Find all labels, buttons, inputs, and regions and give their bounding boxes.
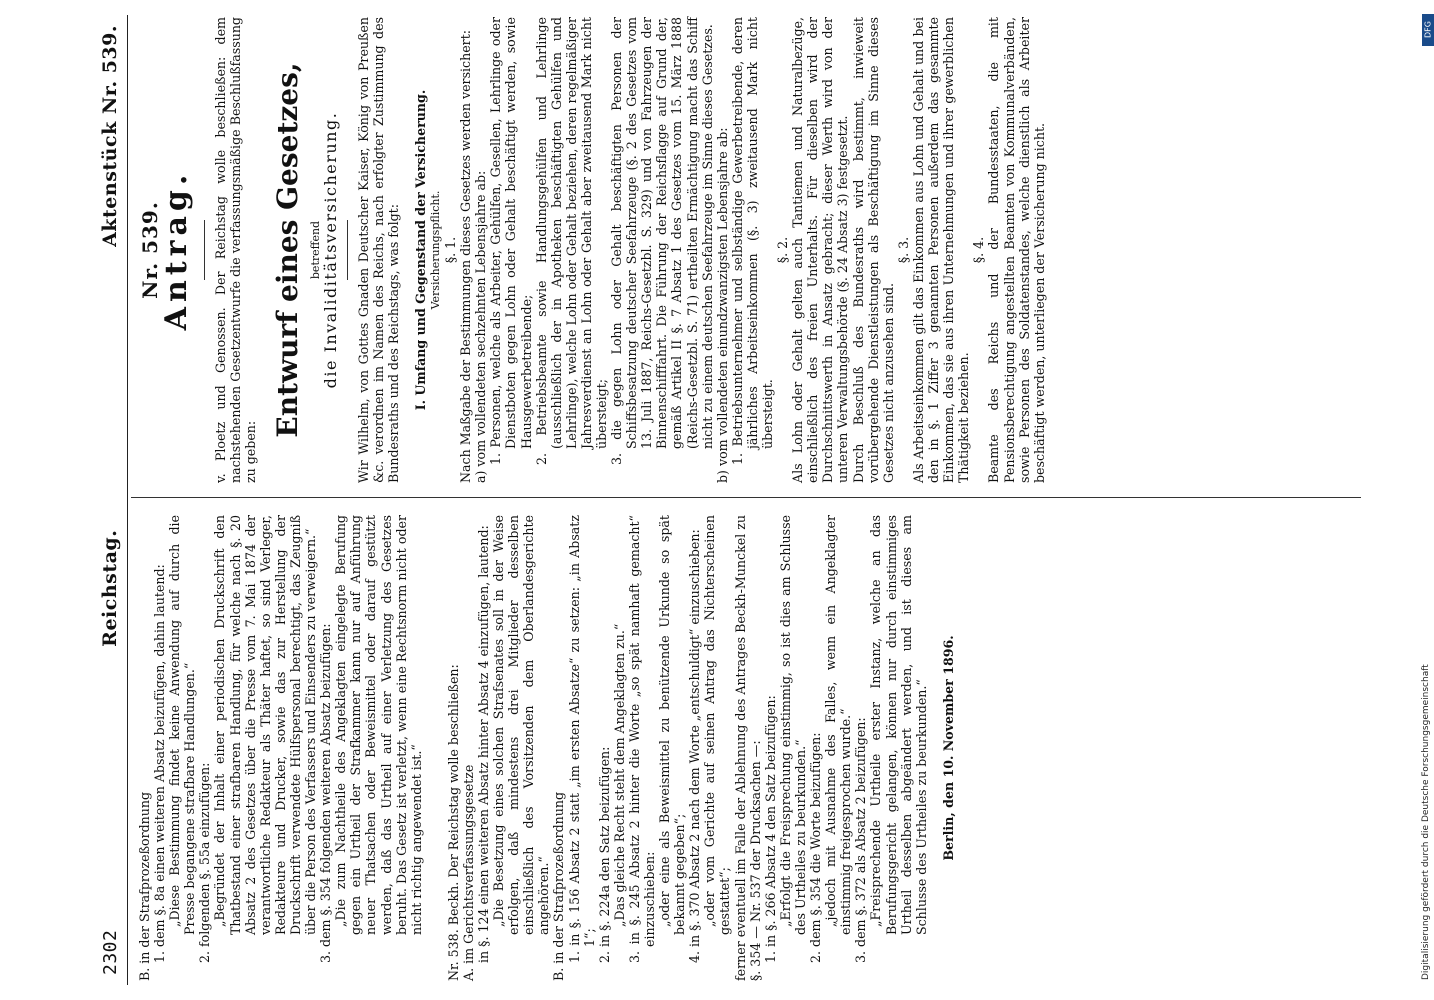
- left-column-paragraph: „jedoch mit Ausnahme des Falles, wenn ein Angeklagter einstimmig freigesprochen wurde.“: [823, 515, 854, 935]
- entwurf-heading: Entwurf eines Gesetzes,: [271, 62, 305, 438]
- document-page: [37, 5, 1397, 995]
- short-rule-2: [347, 220, 348, 280]
- left-column-paragraph: „oder vom Gerichte auf seinen Antrag das Nichterscheinen gestattet“;: [702, 515, 733, 935]
- right-column-paragraph: §. 4.: [971, 236, 987, 264]
- credit-text: Digitalisierung gefördert durch die Deutsche Forschungsgemeinschaft: [1421, 664, 1431, 980]
- header-center: Reichstag.: [99, 529, 121, 647]
- header-rule: [127, 15, 128, 985]
- left-column-paragraph: 1. in §. 266 Absatz 4 den Satz beizufügen:: [762, 695, 778, 963]
- left-column-paragraph: [424, 515, 446, 981]
- left-column-paragraph: Nr. 538. Beckh. Der Reichstag wolle beschließen:: [445, 664, 461, 981]
- left-column-paragraph: 3. dem §. 354 folgenden weiteren Absatz beizufügen:: [318, 623, 334, 963]
- left-column-paragraph: B. in der Strafprozeßordnung: [551, 791, 567, 981]
- right-column-paragraph: a) vom vollendeten sechzehnten Lebensjahre ab:: [473, 170, 489, 483]
- right-body: [458, 17, 1047, 483]
- right-column-paragraph: Durch Beschluß des Bundesraths wird bestimmt, inwieweit vorübergehende Dienstleistungen als Beschäftigung im Sinne dieses Gesetzes nicht anzusehen sind.: [850, 17, 896, 483]
- preamble: Wir Wilhelm, von Gottes Gnaden Deutscher Kaiser, König von Preußen &c. verordnen im Namen des Reichs, nach erfolgter Zustimmung des Bundesraths und des Reichstags, was folgt:: [355, 17, 401, 483]
- right-column: [137, 17, 1047, 483]
- left-column-paragraph: 2. dem §. 354 die Worte beizufügen:: [808, 732, 824, 963]
- column-divider: [131, 497, 1361, 498]
- left-column-paragraph: „Begründet der Inhalt einer periodischen Druckschrift den Thatbestand einer strafbaren Handlung, für welche nach §. 20 Absatz 2 des Gesetzes über die Presse vom 7. Mai 1874 der verantwortliche Redakteur als Thäter haftet, so sind Verleger, Redakteure und Drucker, sowie das zur Herstellung der Druckschrift verwendete Hülfspersonal berechtigt, das Zeugniß über die Person des Verfassers und Einsenders zu verweigern.“: [212, 515, 319, 935]
- right-column-paragraph: 2. Betriebsbeamte sowie Handlungsgehülfen und Lehrlinge (ausschließlich der in Apotheken beschäftigten Gehülfen und Lehrlinge), welche Lohn oder Gehalt beziehen, deren regelmäßiger Jahresverdienst an Lohn oder Gehalt aber zweitausend Mark nicht übersteigt;: [533, 17, 609, 465]
- sub-title: Versicherungspflicht.: [428, 190, 442, 310]
- left-column-paragraph: „Das gleiche Recht steht dem Angeklagten zu.“: [611, 623, 627, 927]
- left-column-paragraph: 3. in §. 245 Absatz 2 hinter die Worte „so spät namhaft gemacht“ einzuschieben:: [626, 515, 657, 963]
- paragraph-1: §. 1.: [443, 236, 459, 264]
- right-column-paragraph: §. 3.: [895, 236, 911, 264]
- page-number: 2302: [100, 929, 121, 975]
- left-column-paragraph: A. im Gerichtsverfassungsgesetze: [460, 764, 476, 981]
- left-column-paragraph: 2. in §. 224a den Satz beizufügen:: [596, 746, 612, 963]
- right-column-paragraph: Als Lohn oder Gehalt gelten auch Tantiemen und Naturalbezüge, einschließlich des freien Unterhalts. Für dieselben wird der Durchschnittswerth in Ansatz gebracht; dieser Werth wird von der unteren Verwaltungsbehörde (§. 24 Absatz 3) festgesetzt.: [790, 17, 851, 483]
- left-column-paragraph: in §. 124 einen weiteren Absatz hinter Absatz 4 einzufügen, lautend:: [475, 525, 491, 963]
- left-column-paragraph: B. in der Strafprozeßordnung: [137, 791, 152, 981]
- left-column-paragraph: „Diese Bestimmung findet keine Anwendung auf durch die Presse begangene strafbare Handlungen.“: [167, 515, 198, 935]
- left-column-paragraph: 1. in §. 156 Absatz 2 statt „im ersten Absatze“ zu setzen: „in Absatz 1“;: [566, 515, 597, 963]
- digitization-credit: [1421, 10, 1434, 990]
- betreffend-label: betreffend: [309, 220, 323, 280]
- page-header: [95, 25, 121, 975]
- right-column-paragraph: 1. Betriebsunternehmer und selbständige Gewerbetreibende, deren jährliches Arbeitseinkommen (§. 3) zweitausend Mark nicht übersteigt.: [729, 17, 775, 465]
- left-column-paragraph: 2. folgenden §. 55a einzufügen:: [197, 762, 213, 963]
- right-column-paragraph: b) vom vollendeten einundzwanzigsten Lebensjahre ab:: [714, 127, 730, 483]
- left-column-paragraph: ferner eventuell im Falle der Ablehnung des Antrages Beckh-Munckel zu §. 354 — Nr. 537 der Drucksachen —:: [732, 515, 763, 981]
- right-column-paragraph: Beamte des Reichs und der Bundesstaaten, die mit Pensionsberechtigung angestellten Beamten von Kommunalverbänden, sowie Personen des Soldatenstandes, welche dienstlich als Arbeiter beschäftigt werden, unterliegen der Versicherung nicht.: [986, 17, 1047, 483]
- left-column-paragraph: „Die zum Nachtheile des Angeklagten eingelegte Berufung gegen ein Urtheil der Strafkammer kann nur auf Anführung neuer Thatsachen oder Beweismittel oder darauf gestützt werden, daß das Urtheil auf einer Verletzung des Gesetzes beruht. Das Gesetz ist verletzt, wenn eine Rechtsnorm nicht oder nicht richtig angewendet ist.“: [333, 515, 424, 935]
- right-column-paragraph: Nach Maßgabe der Bestimmungen dieses Gesetzes werden versichert:: [458, 30, 474, 483]
- item-number: Nr. 539.: [138, 201, 162, 299]
- left-column-paragraph: 1. dem §. 8a einen weiteren Absatz beizufügen, dahin lautend:: [152, 564, 168, 963]
- left-column-paragraph: [929, 515, 941, 981]
- left-column-paragraph: „Freisprechende Urtheile erster Instanz, welche an das Berufungsgericht gelangen, können nur durch einstimmiges Urtheil desselben abgeändert werden, und ist dieses am Schlusse des Urtheiles zu beurkunden.“: [868, 515, 929, 935]
- antrag-intro: v. Ploetz und Genossen. Der Reichstag wolle beschließen: dem nachstehenden Gesetzentwurfe die verfassungsmäßige Beschlußfassung zu geben:: [213, 17, 259, 483]
- right-column-paragraph: 1. Personen, welche als Arbeiter, Gehülfen, Gesellen, Lehrlinge oder Dienstboten gegen Lohn oder Gehalt beschäftigt werden, sowie Hausgewerbetreibende;: [488, 17, 534, 465]
- left-column-paragraph: „Erfolgt die Freisprechung einstimmig, so ist dies am Schlusse des Urtheiles zu beurkunden.“: [777, 515, 808, 935]
- right-column-paragraph: Als Arbeitseinkommen gilt das Einkommen aus Lohn und Gehalt und bei den in §. 1 Ziffer 3 genannten Personen außerdem das gesammte Einkommen, das sie aus ihren Unternehmungen und ihrer gewerblichen Thätigkeit beziehen.: [910, 17, 972, 483]
- short-rule: [204, 220, 205, 280]
- left-column-paragraph: „Die Besetzung eines solchen Strafsenates soll in der Weise erfolgen, daß mindestens drei Mitglieder desselben einschließlich des Vorsitzenden dem Oberlandesgerichte angehören.“: [491, 515, 552, 935]
- left-column: [137, 515, 956, 981]
- right-column-paragraph: 3. die gegen Lohn oder Gehalt beschäftigten Personen der Schiffsbesatzung deutscher Seefahrzeuge (§. 2 des Gesetzes vom 13. Juli 1887, Reichs-Gesetzbl. S. 329) und von Fahrzeugen der Binnenschifffahrt. Die Führung der Reichsflagge auf Grund der, gemäß Artikel II §. 7 Absatz 1 des Gesetzes vom 15. März 1888 (Reichs-Gesetzbl. S. 71) ertheilten Ermächtigung macht das Schiff nicht zu einem deutschen Seefahrzeuge im Sinne dieses Gesetzes.: [609, 17, 715, 465]
- left-column-paragraph: 3. dem §. 372 als Absatz 2 beizufügen:: [853, 717, 869, 963]
- right-column-paragraph: §. 2.: [775, 236, 791, 264]
- section-title: I. Umfang und Gegenstand der Versicherung.: [412, 89, 428, 411]
- left-column-paragraph: „oder eine als Beweismittel zu benützende Urkunde so spät bekannt gegeben“;: [657, 515, 688, 935]
- left-column-paragraph: Berlin, den 10. November 1896.: [940, 635, 956, 861]
- header-right: Aktenstück Nr. 539.: [99, 25, 121, 247]
- dfg-logo: DFG: [1422, 14, 1434, 46]
- antrag-heading: Antrag.: [159, 169, 195, 331]
- left-column-paragraph: 4. in §. 370 Absatz 2 nach dem Worte „entschuldigt“ einzuschieben:: [687, 529, 703, 963]
- law-title: die Invaliditätsversicherung.: [321, 111, 341, 389]
